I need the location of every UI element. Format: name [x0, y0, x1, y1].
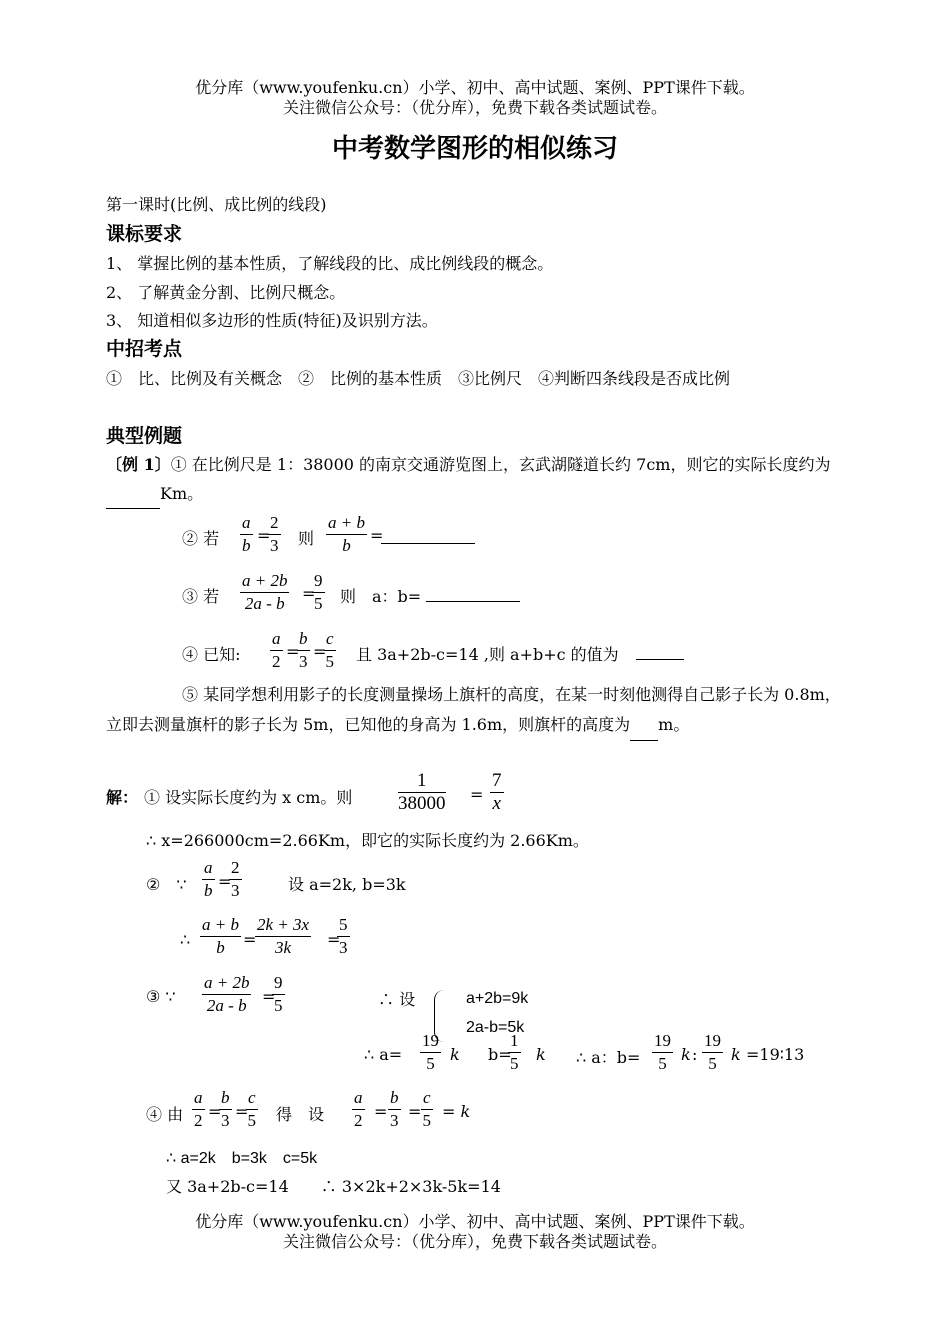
k-symbol: k: [450, 1045, 460, 1064]
fraction-b-over-3: $\frac{b}{3}$: [390, 1088, 399, 1130]
fraction-9-over-5: $\frac{9}{5}$: [274, 973, 283, 1015]
fraction-1-over-5: $\frac{1}{5}$: [510, 1031, 519, 1073]
q2-prefix: ② 若: [182, 529, 220, 548]
solution-4-values: ∴ a=2k b=3k c=5k: [166, 1150, 318, 1167]
footer-line-2: 关注微信公众号：（优分库），免费下载各类试题试卷。: [282, 1232, 667, 1251]
equals-sign: =: [302, 584, 316, 603]
requirement-item: 1、 掌握比例的基本性质，了解线段的比、成比例线段的概念。: [106, 254, 554, 273]
colon-sign: :: [692, 1045, 698, 1064]
equals-sign: =: [313, 642, 327, 661]
q4-prefix: ④ 已知:: [182, 645, 241, 664]
q4-condition: 且 3a+2b-c=14 ,则 a+b+c 的值为: [356, 645, 619, 664]
system-equation-2: 2a-b=5k: [466, 1019, 525, 1036]
fraction-b-over-3: $\frac{b}{3}$: [221, 1088, 230, 1130]
solution-3-a-label: ∴ a=: [364, 1045, 403, 1064]
q3-prefix: ③ 若: [182, 587, 220, 606]
answer-blank: [381, 524, 475, 544]
fraction-a-over-b: $\frac{a}{b}$: [204, 858, 213, 900]
fraction-a-over-2: $\frac{a}{2}$: [194, 1088, 203, 1130]
fraction-19-over-5: $\frac{19}{5}$: [654, 1031, 671, 1073]
exam-points: ① 比、比例及有关概念 ② 比例的基本性质 ③比例尺 ④判断四条线段是否成比例: [106, 369, 731, 388]
example1-label: 〔例 1〕: [106, 455, 171, 474]
solution-4-condition: 又 3a+2b-c=14 ∴ 3×2k+2×3k-5k=14: [166, 1177, 501, 1196]
requirement-item: 3、 知道相似多边形的性质(特征)及识别方法。: [106, 311, 438, 330]
fraction-19-over-5: $\frac{19}{5}$: [704, 1031, 721, 1073]
fraction-7-over-x: $\frac{7}{x}$: [492, 770, 502, 814]
example1-q1: [106, 450, 846, 509]
solution-label: 解：: [106, 788, 139, 807]
equals-sign: =: [374, 1102, 388, 1121]
fraction-9-over-5: $\frac{9}{5}$: [314, 571, 323, 613]
solution-3-ratio: =19∶13: [746, 1045, 805, 1064]
solution-3-mark: ③ ∵: [146, 987, 176, 1006]
fraction-a-over-2: $\frac{a}{2}$: [354, 1088, 363, 1130]
solution-4-mark: ④ 由: [146, 1105, 184, 1124]
equals-sign: =: [243, 930, 257, 949]
fraction-2k-plus-3x-over-3k: $\frac{2k + 3x}{3k}$: [257, 915, 310, 957]
fraction-a-plus-b-over-b: $\frac{a + b}{b}$: [328, 513, 365, 555]
lesson-title: 第一课时(比例、成比例的线段): [106, 195, 327, 214]
solution-3-ab-label: ∴ a：b=: [576, 1048, 641, 1067]
page-title: 中考数学图形的相似练习: [331, 134, 618, 164]
equals-sign: =: [218, 872, 232, 891]
fraction-c-over-5: $\frac{c}{5}$: [422, 1088, 432, 1130]
equals-k: = k: [442, 1102, 471, 1121]
equals-sign: =: [286, 642, 300, 661]
equals-sign: =: [208, 1102, 222, 1121]
answer-blank: [106, 479, 160, 509]
example1-q5: [106, 680, 846, 741]
k-symbol: k: [731, 1045, 741, 1064]
equals-sign: =: [327, 930, 341, 949]
k-symbol: k: [681, 1045, 691, 1064]
solution-3-set: ∴ 设: [378, 990, 416, 1009]
fraction-19-over-5: $\frac{19}{5}$: [422, 1031, 439, 1073]
fraction-a-plus-b-over-b: $\frac{a + b}{b}$: [202, 915, 239, 957]
fraction-b-over-3: $\frac{b}{3}$: [299, 629, 308, 671]
solution-1-text: ① 设实际长度约为 x cm。则: [144, 788, 353, 807]
equals-sign: =: [370, 526, 384, 545]
examples-heading: 典型例题: [106, 425, 183, 447]
fraction-c-over-5: $\frac{c}{5}$: [247, 1088, 257, 1130]
fraction-1-over-38000: $\frac{1}{38000}$: [398, 770, 446, 814]
solution-2-mark: ② ∵: [146, 875, 187, 894]
equals-sign: =: [408, 1102, 422, 1121]
page-header: [0, 78, 950, 118]
q3-then: 则 a：b=: [340, 587, 422, 606]
fraction-a-over-b: $\frac{a}{b}$: [242, 513, 251, 555]
q1-text: ① 在比例尺是 1：38000 的南京交通游览图上，玄武湖隧道长约 7cm，则它的实际长度约为: [170, 455, 831, 474]
k-symbol: k: [536, 1045, 546, 1064]
fraction-a-plus-2b-over-2a-minus-b: $\frac{a + 2b}{2a - b}$: [204, 973, 250, 1015]
q1-unit: Km。: [160, 484, 204, 503]
header-line-2: 关注微信公众号：（优分库），免费下载各类试题试卷。: [282, 98, 667, 117]
q2-then: 则: [298, 529, 315, 548]
fraction-2-over-3: $\frac{2}{3}$: [231, 858, 240, 900]
fraction-a-plus-2b-over-2a-minus-b: $\frac{a + 2b}{2a - b}$: [242, 571, 288, 613]
fraction-a-over-2: $\frac{a}{2}$: [272, 629, 281, 671]
q5-unit: m。: [658, 715, 690, 734]
equals-sign: =: [262, 987, 276, 1006]
equals-sign: =: [235, 1102, 249, 1121]
solution-1-result: ∴ x=266000cm=2.66Km，即它的实际长度约为 2.66Km。: [146, 831, 589, 850]
fraction-2-over-3: $\frac{2}{3}$: [270, 513, 279, 555]
equals-sign: =: [257, 526, 271, 545]
system-equation-1: a+2b=9k: [466, 990, 529, 1007]
answer-blank: [630, 710, 658, 741]
page-footer: [0, 1212, 950, 1252]
answer-blank: [636, 640, 684, 660]
fraction-c-over-5: $\frac{c}{5}$: [325, 629, 335, 671]
fraction-5-over-3: $\frac{5}{3}$: [339, 915, 348, 957]
solution-3-b-label: b=: [488, 1045, 512, 1064]
footer-line-1: 优分库（www.youfenku.cn）小学、初中、高中试题、案例、PPT课件下载。: [195, 1212, 755, 1231]
equals-sign: =: [470, 785, 484, 804]
therefore-sign: ∴: [180, 930, 191, 949]
solution-2-set: 设 a=2k, b=3k: [288, 875, 406, 894]
requirement-item: 2、 了解黄金分割、比例尺概念。: [106, 283, 346, 302]
q5-text: ⑤ 某同学想利用影子的长度测量操场上旗杆的高度，在某一时刻他测得自己影子长为 0.8m，立即去测量旗杆的影子长为 5m，已知他的身高为 1.6m，则旗杆的高度为: [106, 685, 841, 734]
requirements-heading: 课标要求: [106, 223, 183, 245]
solution-4-get: 得 设: [276, 1105, 325, 1124]
header-line-1: 优分库（www.youfenku.cn）小学、初中、高中试题、案例、PPT课件下载。: [195, 78, 755, 97]
exam-points-heading: 中招考点: [106, 338, 183, 360]
answer-blank: [426, 582, 520, 602]
